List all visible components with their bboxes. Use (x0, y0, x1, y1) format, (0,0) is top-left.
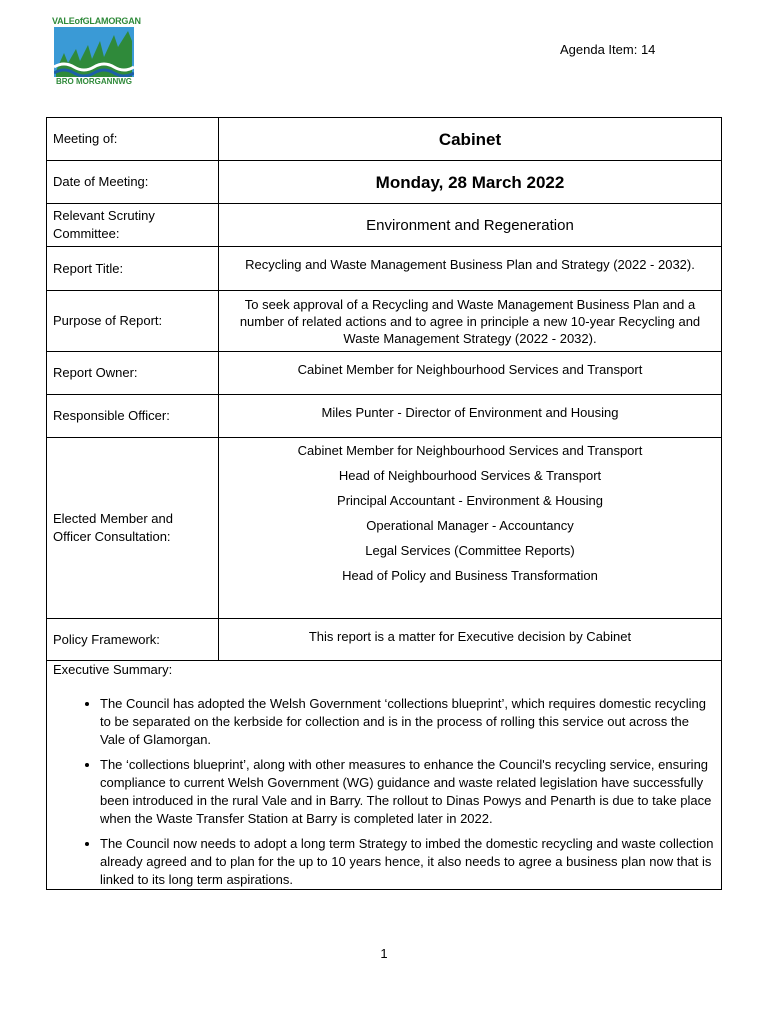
consultation-item: Cabinet Member for Neighbourhood Services and Transport (297, 443, 643, 458)
consultation-item: Principal Accountant - Environment & Housing (337, 493, 603, 508)
value-report-title: Recycling and Waste Management Business Plan and Strategy (2022 - 2032). (219, 247, 722, 291)
row-scrutiny-committee (47, 204, 722, 247)
logo-top-text: VALEofGLAMORGAN (52, 16, 141, 26)
summary-bullet: • The Council has adopted the Welsh Government ‘collections blueprint’, which requires domestic recycling to be separated on the kerbside for collection and is in the process of rolling this service out across the Vale of Glamorgan. (100, 695, 715, 749)
logo-bottom-text: BRO MORGANNWG (56, 77, 132, 86)
council-logo (52, 16, 141, 86)
label-responsible-officer: Responsible Officer: (47, 395, 219, 438)
value-policy-framework: This report is a matter for Executive decision by Cabinet (219, 619, 722, 661)
label-date-of-meeting: Date of Meeting: (47, 161, 219, 204)
consultation-item: Legal Services (Committee Reports) (365, 543, 575, 558)
consultation-list (225, 438, 715, 618)
summary-bullets (53, 695, 715, 889)
label-policy-framework: Policy Framework: (47, 619, 219, 661)
row-responsible-officer (47, 395, 722, 438)
label-purpose-of-report: Purpose of Report: (47, 291, 219, 352)
executive-summary (47, 661, 722, 890)
value-meeting-of: Cabinet (219, 118, 722, 161)
row-meeting-of (47, 118, 722, 161)
label-report-owner: Report Owner: (47, 352, 219, 395)
agenda-item: Agenda Item: 14 (560, 42, 656, 57)
consultation-item: Head of Neighbourhood Services & Transport (338, 468, 602, 483)
report-cover-table (46, 117, 722, 890)
value-purpose-of-report: To seek approval of a Recycling and Waste Management Business Plan and a number of related actions and to agree in principle a new 10-year Recycling and Waste Management Strategy (2022 - 2032). (219, 291, 722, 352)
row-policy-framework (47, 619, 722, 661)
logo-emblem-icon (54, 27, 134, 77)
label-report-title: Report Title: (47, 247, 219, 291)
value-responsible-officer: Miles Punter - Director of Environment and Housing (219, 395, 722, 438)
value-date-of-meeting: Monday, 28 March 2022 (219, 161, 722, 204)
page-number: 1 (380, 946, 388, 961)
row-executive-summary (47, 661, 722, 890)
summary-bullet: • The Council now needs to adopt a long term Strategy to imbed the domestic recycling and waste collection already agreed and to plan for the up to 10 years hence, it also needs to agree a business plan now that is linked to its long term aspirations. (100, 835, 715, 889)
row-report-title (47, 247, 722, 291)
label-scrutiny-committee: Relevant Scrutiny Committee: (47, 204, 219, 247)
value-scrutiny-committee: Environment and Regeneration (219, 204, 722, 247)
row-report-owner (47, 352, 722, 395)
consultation-item: Head of Policy and Business Transformation (342, 568, 598, 583)
value-report-owner: Cabinet Member for Neighbourhood Services and Transport (219, 352, 722, 395)
label-consultation: Elected Member and Officer Consultation: (47, 438, 219, 619)
row-consultation (47, 438, 722, 619)
label-meeting-of: Meeting of: (47, 118, 219, 161)
value-consultation (219, 438, 722, 619)
row-purpose-of-report (47, 291, 722, 352)
executive-summary-label: Executive Summary: (53, 662, 173, 677)
summary-bullet: • The ‘collections blueprint’, along with other measures to enhance the Council's recycling service, ensuring compliance to current Welsh Government (WG) guidance and waste related legislation have successfully been introduced in the rural Vale and in Barry. The rollout to Dinas Powys and Penarth is due to take place when the Waste Transfer Station at Barry is completed later in 2022. (100, 756, 715, 828)
row-date-of-meeting (47, 161, 722, 204)
consultation-item: Operational Manager - Accountancy (366, 518, 574, 533)
